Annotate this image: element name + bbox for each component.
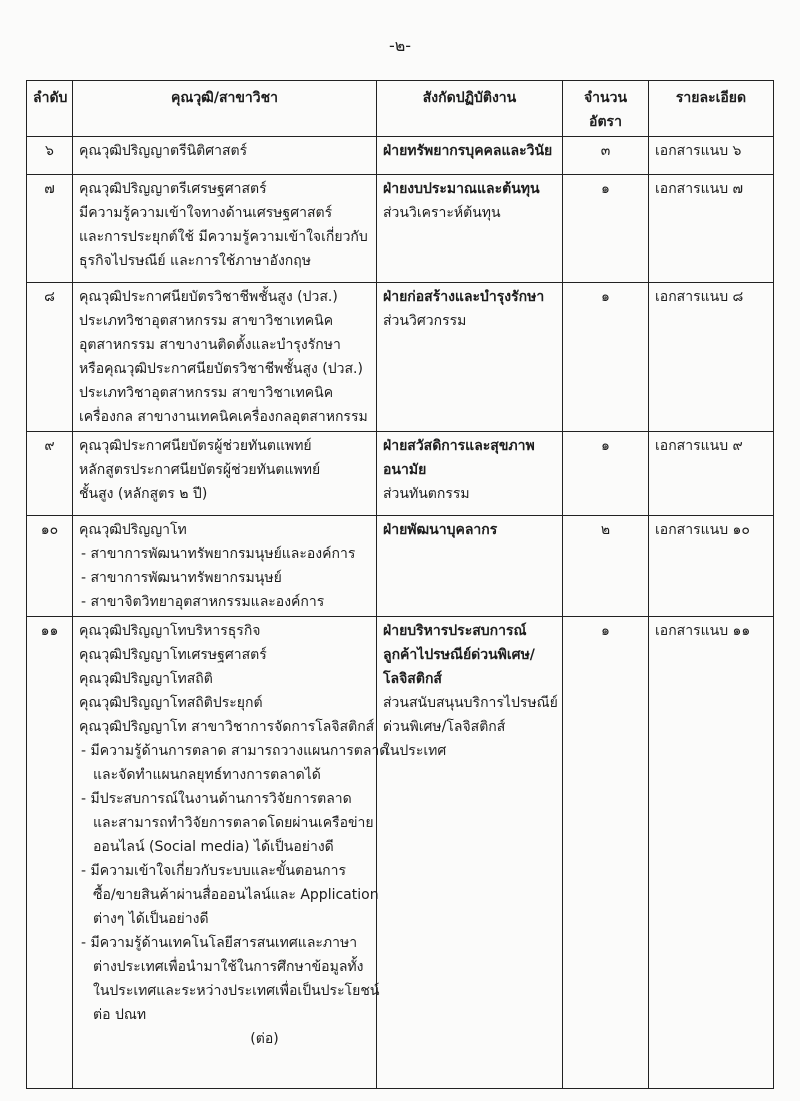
- department-section: ด่วนพิเศษ/โลจิสติกส์: [383, 719, 506, 735]
- department-section: ส่วนทันตกรรม: [383, 486, 470, 502]
- row-count: ๑: [563, 432, 649, 516]
- row-qualification: [73, 432, 377, 516]
- row-count: ๑: [563, 175, 649, 283]
- row-qualification: [73, 617, 389, 1089]
- row-qualification: [73, 137, 377, 175]
- department-name: ฝ่ายบริหารประสบการณ์: [383, 623, 527, 639]
- qualification-bullet-continuation: ซื้อ/ขายสินค้าผ่านสื่อออนไลน์และ Application: [93, 887, 379, 903]
- table-row: [27, 516, 774, 617]
- department-section: ส่วนวิศวกรรม: [383, 313, 467, 329]
- qualification-bullet-continuation: ต่อ ปณท: [93, 1007, 147, 1023]
- table-row: [27, 432, 774, 516]
- row-count: ๑: [563, 283, 649, 432]
- qualification-line: คุณวุฒิปริญญาตรีนิติศาสตร์: [79, 143, 248, 159]
- qualification-line: คุณวุฒิปริญญาโท สาขาวิชาการจัดการโลจิสติกส์: [79, 719, 375, 735]
- qualification-bullet-continuation: และจัดทำแผนกลยุทธ์ทางการตลาดได้: [93, 767, 321, 783]
- qualification-line: ประเภทวิชาอุตสาหกรรม สาขาวิชาเทคนิค: [79, 385, 334, 401]
- row-order: ๑๐: [27, 516, 73, 617]
- row-order: ๗: [27, 175, 73, 283]
- row-order: ๘: [27, 283, 73, 432]
- qualification-line: ชั้นสูง (หลักสูตร ๒ ปี): [79, 486, 208, 502]
- qualification-line: คุณวุฒิปริญญาโทสถิติประยุกต์: [79, 695, 263, 711]
- qualification-bullet-continuation: และสามารถทำวิจัยการตลาดโดยผ่านเครือข่าย: [93, 815, 374, 831]
- qualification-bullet-continuation: ต่างประเทศเพื่อนำมาใช้ในการศึกษาข้อมูลทั้ง: [93, 959, 364, 975]
- department-name: อนามัย: [383, 462, 427, 478]
- qualification-line: คุณวุฒิปริญญาโทสถิติ: [79, 671, 213, 687]
- header-details: รายละเอียด: [649, 81, 774, 137]
- table-row: [27, 617, 774, 1089]
- row-qualification: [73, 175, 377, 283]
- department-section: ส่วนสนับสนุนบริการไปรษณีย์: [383, 695, 558, 711]
- department-name: ลูกค้าไปรษณีย์ด่วนพิเศษ/: [383, 647, 535, 663]
- header-order: ลำดับ: [27, 81, 73, 137]
- row-detail-attachment: เอกสารแนบ ๘: [649, 283, 774, 432]
- department-name: ฝ่ายสวัสดิการและสุขภาพ: [383, 438, 535, 454]
- row-qualification: [73, 283, 377, 432]
- header-qualification: คุณวุฒิ/สาขาวิชา: [73, 81, 377, 137]
- department-name: ฝ่ายงบประมาณและต้นทุน: [383, 181, 540, 197]
- qualification-line: คุณวุฒิปริญญาโทเศรษฐศาสตร์: [79, 647, 267, 663]
- row-order: ๑๑: [27, 617, 73, 1089]
- row-order: ๖: [27, 137, 73, 175]
- header-count: [563, 81, 649, 137]
- positions-table: [26, 80, 774, 1089]
- row-department: [377, 516, 563, 617]
- header-department: สังกัดปฏิบัติงาน: [377, 81, 563, 137]
- row-department: [377, 175, 563, 283]
- department-section: ในประเทศ: [383, 743, 447, 759]
- header-count-line2: อัตรา: [589, 114, 622, 130]
- row-order: ๙: [27, 432, 73, 516]
- row-department: [377, 283, 563, 432]
- page-number: -๒-: [388, 36, 412, 55]
- qualification-bullet: - สาขาการพัฒนาทรัพยากรมนุษย์: [81, 570, 282, 586]
- qualification-line: เครื่องกล สาขางานเทคนิคเครื่องกลอุตสาหกรรม: [79, 409, 368, 425]
- department-name: ฝ่ายก่อสร้างและบำรุงรักษา: [383, 289, 545, 305]
- qualification-line: คุณวุฒิปริญญาโท: [79, 522, 187, 538]
- row-department: [377, 432, 563, 516]
- qualification-bullet: - มีความรู้ด้านการตลาด สามารถวางแผนการตลาด: [81, 743, 389, 759]
- row-department: [377, 617, 563, 1089]
- qualification-line: อุตสาหกรรม สาขางานติดตั้งและบำรุงรักษา: [79, 337, 341, 353]
- row-detail-attachment: เอกสารแนบ ๗: [649, 175, 774, 283]
- table-row: [27, 283, 774, 432]
- table-row: [27, 175, 774, 283]
- row-count: ๑: [563, 617, 649, 1089]
- qualification-line: คุณวุฒิประกาศนียบัตรผู้ช่วยทันตแพทย์: [79, 438, 312, 454]
- continued-note: (ต่อ): [250, 1031, 279, 1047]
- qualification-bullet: - มีความเข้าใจเกี่ยวกับระบบและขั้นตอนการ: [81, 863, 346, 879]
- row-count: ๓: [563, 137, 649, 175]
- qualification-line: หลักสูตรประกาศนียบัตรผู้ช่วยทันตแพทย์: [79, 462, 321, 478]
- qualification-line: คุณวุฒิปริญญาตรีเศรษฐศาสตร์: [79, 181, 267, 197]
- qualification-line: ธุรกิจไปรษณีย์ และการใช้ภาษาอังกฤษ: [79, 253, 311, 269]
- table-body: [27, 137, 774, 1089]
- qualification-bullet-continuation: ต่างๆ ได้เป็นอย่างดี: [93, 911, 209, 927]
- qualification-bullet: - มีความรู้ด้านเทคโนโลยีสารสนเทศและภาษา: [81, 935, 358, 951]
- department-name: โลจิสติกส์: [383, 671, 442, 687]
- qualification-bullet-continuation: ออนไลน์ (Social media) ได้เป็นอย่างดี: [93, 839, 334, 855]
- qualification-line: คุณวุฒิปริญญาโทบริหารธุรกิจ: [79, 623, 261, 639]
- qualification-line: มีความรู้ความเข้าใจทางด้านเศรษฐศาสตร์: [79, 205, 333, 221]
- department-name: ฝ่ายพัฒนาบุคลากร: [383, 522, 498, 538]
- qualification-line: คุณวุฒิประกาศนียบัตรวิชาชีพชั้นสูง (ปวส.): [79, 289, 338, 305]
- row-detail-attachment: เอกสารแนบ ๑๑: [649, 617, 774, 1089]
- qualification-line: ประเภทวิชาอุตสาหกรรม สาขาวิชาเทคนิค: [79, 313, 334, 329]
- qualification-bullet: - สาขาจิตวิทยาอุตสาหกรรมและองค์การ: [81, 594, 325, 610]
- row-detail-attachment: เอกสารแนบ ๙: [649, 432, 774, 516]
- row-qualification: [73, 516, 377, 617]
- row-detail-attachment: เอกสารแนบ ๑๐: [649, 516, 774, 617]
- qualification-bullet: - มีประสบการณ์ในงานด้านการวิจัยการตลาด: [81, 791, 352, 807]
- header-count-line1: จำนวน: [583, 90, 628, 106]
- row-count: ๒: [563, 516, 649, 617]
- department-section: ส่วนวิเคราะห์ต้นทุน: [383, 205, 501, 221]
- table-header-row: [27, 81, 774, 137]
- qualification-line: หรือคุณวุฒิประกาศนียบัตรวิชาชีพชั้นสูง (ปวส.): [79, 361, 363, 377]
- qualification-bullet: - สาขาการพัฒนาทรัพยากรมนุษย์และองค์การ: [81, 546, 356, 562]
- row-department: [377, 137, 563, 175]
- table-row: [27, 137, 774, 175]
- department-name: ฝ่ายทรัพยากรบุคคลและวินัย: [383, 143, 553, 159]
- row-detail-attachment: เอกสารแนบ ๖: [649, 137, 774, 175]
- qualification-line: และการประยุกต์ใช้ มีความรู้ความเข้าใจเกี่ยวกับ: [79, 229, 368, 245]
- qualification-bullet-continuation: ในประเทศและระหว่างประเทศเพื่อเป็นประโยชน์: [93, 983, 380, 999]
